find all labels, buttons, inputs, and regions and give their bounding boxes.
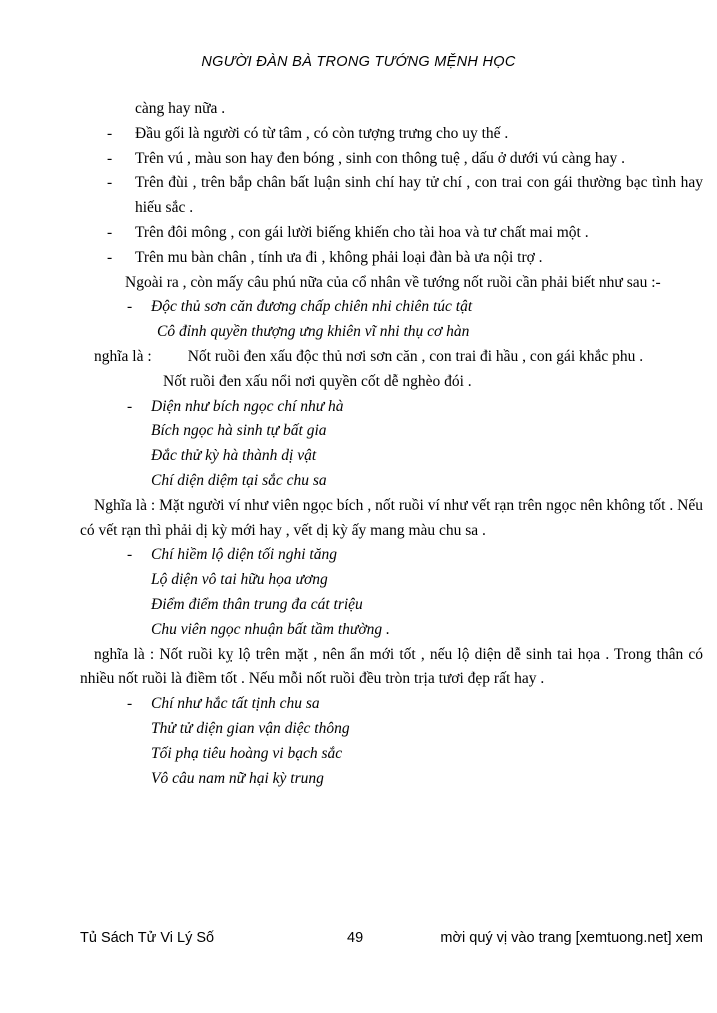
meaning-text: Nốt ruồi đen xấu độc thủ nơi sơn căn , con trai đi hầu , con gái khắc phu .: [187, 347, 644, 365]
verse-line: Lộ diện vô tai hữu họa ương: [151, 571, 328, 589]
bullet-item: [80, 122, 703, 147]
verse-block: [80, 543, 703, 642]
bullet-dash: -: [127, 298, 133, 316]
verse-text: Chí hiềm lộ diện tối nghi tăng: [151, 546, 337, 564]
bullet-text: Trên vú , màu son hay đen bóng , sinh con thông tuệ , dấu ở dưới vú càng hay .: [135, 149, 626, 167]
verse-line: Điểm điểm thân trung đa cát triệu: [151, 595, 363, 613]
paragraph: Ngoài ra , còn mấy câu phú nữa của cổ nhân về tướng nốt ruồi cần phải biết như sau :-: [125, 273, 661, 291]
bullet-text: Trên đôi mông , con gái lười biếng khiến cho tài hoa và tư chất mai một .: [135, 223, 589, 241]
bullet-item: [80, 147, 703, 172]
meaning-lead: nghĩa là :: [94, 347, 152, 365]
footer-left: Tủ Sách Tử Vi Lý Số: [80, 930, 215, 946]
verse-text: Chí như hắc tất tịnh chu sa: [151, 695, 320, 713]
bullet-dash: -: [107, 149, 113, 167]
verse-line: Thử tử diện gian vận diệc thông: [151, 719, 350, 737]
verse-line: Vô câu nam nữ hại kỳ trung: [151, 769, 324, 787]
bullet-text: Đầu gối là người có từ tâm , có còn tượng trưng cho uy thế .: [135, 124, 509, 142]
verse-block: [80, 395, 703, 494]
verse-block: [80, 692, 703, 791]
bullet-dash: -: [107, 223, 113, 241]
verse-line: Bích ngọc hà sinh tự bất gia: [151, 422, 327, 440]
verse-line: [80, 295, 703, 320]
paragraph: nghĩa là : Nốt ruồi kỵ lộ trên mặt , nên ẩn mới tốt , nếu lộ diện dễ sinh tai họa . Trong thân có nhiều nốt ruồi là điềm tốt . Nếu mỗi nốt ruồi đều tròn trịa tươi đẹp rất hay .: [80, 645, 703, 688]
verse-line: [80, 395, 703, 420]
footer-right: mời quý vị vào trang [xemtuong.net] xem: [440, 930, 703, 946]
verse-line: [80, 543, 703, 568]
bullet-dash: -: [127, 397, 133, 415]
bullet-dash: -: [107, 248, 113, 266]
verse-line: [80, 692, 703, 717]
bullet-dash: -: [107, 124, 113, 142]
bullet-item: [80, 246, 703, 271]
bullet-dash: -: [127, 695, 133, 713]
bullet-dash: -: [107, 174, 113, 192]
verse-line: Cô đỉnh quyền thượng ưng khiên vĩ nhi thụ cơ hàn: [157, 323, 470, 341]
paragraph: [80, 345, 703, 370]
bullet-text: Trên đùi , trên bắp chân bất luận sinh chí hay tử chí , con trai con gái thường bạc tình hay hiếu sắc .: [135, 174, 703, 217]
page-content: [80, 97, 703, 791]
verse-text: Diện như bích ngọc chí như hà: [151, 397, 344, 415]
verse-line: Đắc thử kỳ hà thành dị vật: [151, 447, 317, 465]
verse-block: [80, 295, 703, 345]
bullet-dash: -: [127, 546, 133, 564]
page-footer: [80, 930, 703, 950]
bullet-text: Trên mu bàn chân , tính ưa đi , không phải loại đàn bà ưa nội trợ .: [135, 248, 543, 266]
verse-line: Chu viên ngọc nhuận bất tầm thường .: [151, 620, 390, 638]
verse-line: Chí diện diệm tại sắc chu sa: [151, 471, 327, 489]
paragraph: Nghĩa là : Mặt người ví như viên ngọc bích , nốt ruồi ví như vết rạn trên ngọc nên không tốt . Nếu có vết rạn thì phải dị kỳ mới hay , vết dị kỳ ấy mang màu chu sa .: [80, 496, 703, 539]
body-line: Nốt ruồi đen xấu nổi nơi quyền cốt dễ nghèo đói .: [163, 372, 472, 390]
verse-text: Độc thủ sơn căn đương chấp chiên nhi chiên túc tật: [151, 298, 473, 316]
page-number: 49: [347, 930, 364, 946]
body-line: càng hay nữa .: [135, 100, 226, 117]
bullet-item: [80, 221, 703, 246]
verse-line: Tối phạ tiêu hoàng vi bạch sắc: [151, 744, 343, 762]
bullet-item: [80, 171, 703, 221]
page-title: NGƯỜI ĐÀN BÀ TRONG TƯỚNG MỆNH HỌC: [201, 54, 516, 70]
